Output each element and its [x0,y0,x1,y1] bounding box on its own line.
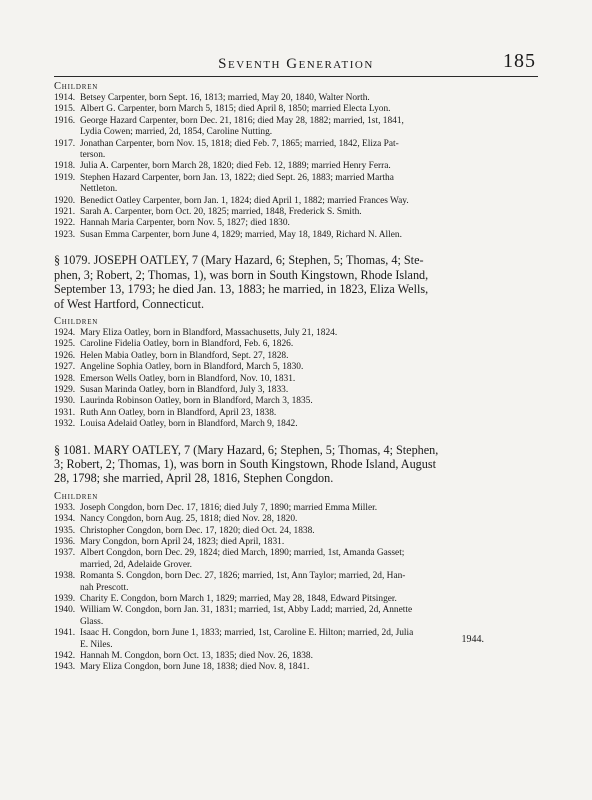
entry-text: William W. Congdon, born Jan. 31, 1831; married, 1st, Abby Ladd; married, 2d, Annette Glass. [80,605,413,627]
entry-text: Albert G. Carpenter, born March 5, 1815; died April 8, 1850; married Electa Lyon. [80,104,391,115]
entry-number: 1936. [54,537,76,547]
entry-text: Susan Emma Carpenter, born June 4, 1829; married, May 18, 1849, Richard N. Allen. [80,229,402,240]
entry-text: Mary Eliza Congdon, born June 18, 1838; died Nov. 8, 1841. [80,662,310,673]
entry-text: Stephen Hazard Carpenter, born Jan. 13, 1822; died Sept. 26, 1883; married Martha Nettleton. [80,172,394,195]
child-entry [54,548,536,571]
child-entry [54,196,536,207]
child-entry [54,104,536,115]
entry-text: Christopher Congdon, born Dec. 17, 1820; died Oct. 24, 1838. [80,525,315,536]
entry-text: Benedict Oatley Carpenter, born Jan. 1, 1824; died April 1, 1882; married Frances Way. [80,195,409,206]
entry-text: Sarah A. Carpenter, born Oct. 20, 1825; married, 1848, Frederick S. Smith. [80,207,362,218]
entry-text: Jonathan Carpenter, born Nov. 15, 1818; died Feb. 7, 1865; married, 1842, Eliza Pat- terson. [80,138,399,161]
entry-number: 1928. [54,373,76,384]
entry-number: 1926. [54,350,76,361]
children-label: Children [54,490,99,502]
child-entry [54,173,536,196]
entry-number: 1927. [54,362,76,373]
entry-text: Hannah Maria Carpenter, born Nov. 5, 1827; died 1830. [80,218,290,229]
children-list-carpenter [54,80,536,241]
child-entry [54,651,536,662]
entry-text: Laurinda Robinson Oatley, born in Blandford, March 3, 1835. [80,396,313,407]
entry-text: Romanta S. Congdon, born Dec. 27, 1826; married, 1st, Ann Taylor; married, 2d, Han- nah Prescott. [80,571,406,593]
entry-number: 1941. [54,628,76,639]
entry-number: 1933. [54,502,76,513]
entry-text: Albert Congdon, born Dec. 29, 1824; died March, 1890; married, 1st, Amanda Gasset; married, 2d, Adelaide Grover. [80,548,405,570]
section-1081-paragraph: § 1081. MARY OATLEY, 7 (Mary Hazard, 6; Stephen, 5; Thomas, 4; Stephen, 3; Robert, 2; Thomas, 1), was born in South Kingstown, Rhode Island, August 28, 1798; she married, April 28, 1816, Stephen Congdon. [54,442,439,486]
entry-number: 1919. [54,172,76,183]
children-label: Children [54,81,99,92]
children-label: Children [54,315,99,327]
page-number: 185 [503,50,536,72]
child-entry [54,537,536,548]
child-entry [54,605,536,628]
child-entry [54,93,536,104]
entry-text: Hannah M. Congdon, born Oct. 13, 1835; died Nov. 26, 1838. [80,651,313,662]
child-entry [54,571,536,594]
entry-text: Mary Congdon, born April 24, 1823; died April, 1831. [80,537,285,547]
child-entry [54,362,536,373]
child-entry [54,396,536,407]
entry-number: 1942. [54,651,76,662]
entry-number: 1940. [54,605,76,616]
child-entry [54,594,536,605]
entry-number: 1931. [54,407,76,418]
entry-text: Nancy Congdon, born Aug. 25, 1818; died Nov. 28, 1820. [80,514,298,525]
entry-number: 1918. [54,161,76,172]
entry-text: Ruth Ann Oatley, born in Blandford, April 23, 1838. [80,407,277,418]
entry-text: Helen Mabia Oatley, born in Blandford, Sept. 27, 1828. [80,350,289,361]
entry-number: 1914. [54,93,76,103]
child-entry [54,351,536,362]
entry-number: 1934. [54,514,76,525]
entry-text: Susan Marinda Oatley, born in Blandford, July 3, 1833. [80,384,289,395]
entry-text: Charity E. Congdon, born March 1, 1829; married, May 28, 1848, Edward Pitsinger. [80,594,397,605]
entry-text: Mary Eliza Oatley, born in Blandford, Massachusetts, July 21, 1824. [80,327,338,338]
entry-number: 1916. [54,115,76,126]
entry-number: 1929. [54,384,76,395]
child-entry [54,419,536,430]
entry-text: Julia A. Carpenter, born March 28, 1820; died Feb. 12, 1889; married Henry Ferra. [80,161,391,172]
children-list-congdon [54,490,536,674]
child-entry [54,374,536,385]
entry-text: Angeline Sophia Oatley, born in Blandford, March 5, 1830. [80,362,304,373]
entry-number: 1930. [54,396,76,407]
entry-number: 1923. [54,229,76,240]
child-entry [54,662,536,673]
catchword: 1944. [461,634,484,645]
entry-number: 1924. [54,327,76,338]
entry-number: 1921. [54,207,76,218]
child-entry [54,514,536,525]
child-entry [54,339,536,350]
entry-text: George Hazard Carpenter, born Dec. 21, 1816; died May 28, 1882; married, 1st, 1841, Lydia Cowen; married, 2d, 1854, Caroline Nutting. [80,115,404,138]
child-entry [54,408,536,419]
running-header [54,52,538,77]
child-entry [54,385,536,396]
child-entry [54,503,536,514]
entry-text: Caroline Fidelia Oatley, born in Blandford, Feb. 6, 1826. [80,339,294,350]
entry-number: 1935. [54,525,76,536]
entry-number: 1922. [54,218,76,229]
entry-number: 1939. [54,594,76,605]
entry-number: 1938. [54,571,76,582]
entry-text: Joseph Congdon, born Dec. 17, 1816; died July 7, 1890; married Emma Miller. [80,502,378,513]
entry-text: Emerson Wells Oatley, born in Blandford, Nov. 10, 1831. [80,373,296,384]
entry-number: 1917. [54,138,76,149]
entry-text: Louisa Adelaid Oatley, born in Blandford, March 9, 1842. [80,419,298,430]
child-entry [54,218,536,229]
child-entry [54,161,536,172]
entry-text: Betsey Carpenter, born Sept. 16, 1813; married, May 20, 1840, Walter North. [80,93,370,103]
child-entry [54,328,536,339]
entry-number: 1915. [54,104,76,115]
child-entry [54,116,536,139]
entry-number: 1943. [54,662,76,673]
child-entry [54,526,536,537]
chapter-title: Seventh Generation [218,56,374,72]
child-entry [54,207,536,218]
entry-text: Isaac H. Congdon, born June 1, 1833; married, 1st, Caroline E. Hilton; married, 2d, Julia E. Niles. [80,628,414,650]
page-body [54,80,536,674]
entry-number: 1937. [54,548,76,559]
child-entry [54,230,536,241]
entry-number: 1920. [54,195,76,206]
entry-number: 1932. [54,419,76,430]
section-1079-paragraph: § 1079. JOSEPH OATLEY, 7 (Mary Hazard, 6; Stephen, 5; Thomas, 4; Ste- phen, 3; Robert, 2; Thomas, 1), was born in South Kingstown, Rhode Island, September 13, 1793; he died Jan. 13, 1883; he married, in 1823, Eliza Wells, of West Hartford, Connecticut. [54,253,429,311]
children-list-oatley [54,315,536,431]
entry-number: 1925. [54,339,76,350]
child-entry [54,139,536,162]
